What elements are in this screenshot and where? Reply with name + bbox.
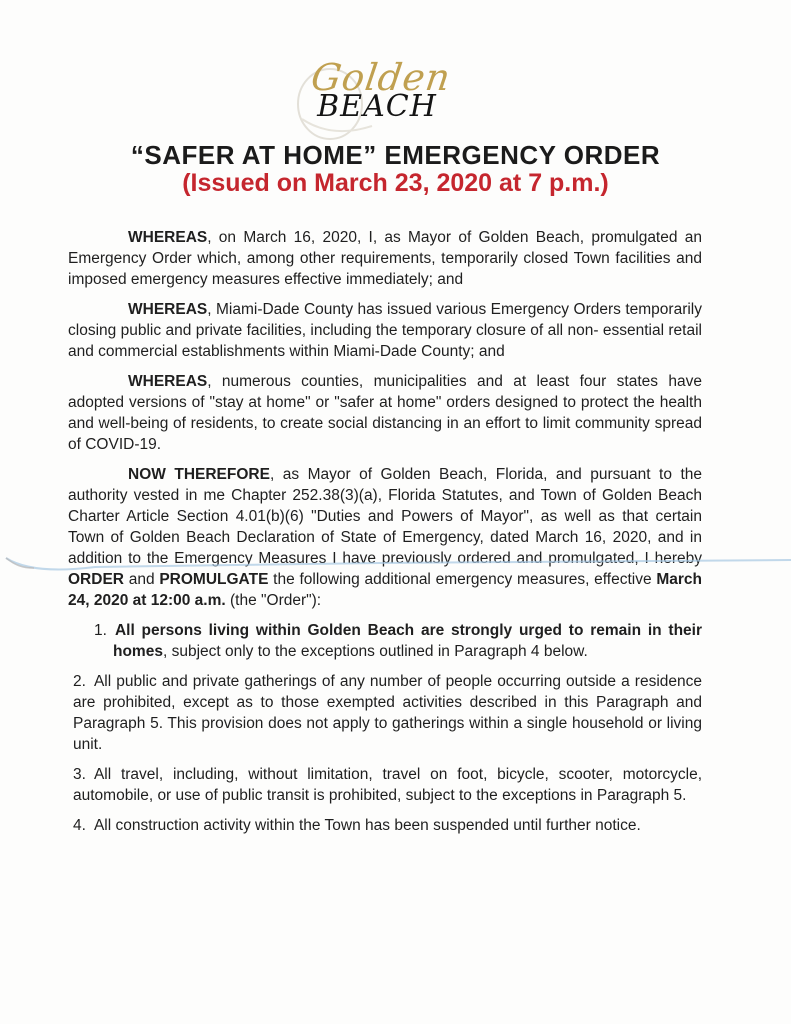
item-text: All travel, including, without limitation, travel on foot, bicycle, scooter, motorcycle, automobile, or use of public transit is prohibited, subject to the exceptions in Paragraph 5. (73, 766, 702, 804)
page-title: “SAFER AT HOME” EMERGENCY ORDER (130, 140, 661, 170)
paragraph-segment: and (123, 571, 160, 588)
paragraph-text: , on March 16, 2020, I, as Mayor of Golden Beach, promulgated an Emergency Order which, among other requirements, temporarily closed Town facilities and imposed emergency measures effective immediately; and (68, 229, 702, 288)
paragraph-text: , Miami-Dade County has issued various Emergency Orders temporarily closing public and private facilities, including the temporary closure of all non- essential retail and commercial establishments within Miami-Dade County; and (68, 301, 702, 360)
whereas-paragraph-1 (68, 227, 702, 290)
whereas-paragraph-2 (68, 299, 702, 362)
logo-word-beach: BEACH (317, 89, 437, 124)
order-item-3 (73, 764, 702, 806)
paragraph-text: , numerous counties, municipalities and at least four states have adopted versions of "stay at home" or "safer at home" orders designed to protect the health and well-being of residents, to create social distancing in an effort to limit community spread of COVID-19. (68, 373, 702, 453)
item-number: 2. (73, 673, 86, 690)
paragraph-segment: (the "Order"): (225, 592, 322, 609)
golden-beach-logo (306, 58, 456, 124)
paragraph-segment: ORDER (68, 571, 124, 588)
item-text: All construction activity within the Town has been suspended until further notice. (93, 817, 641, 834)
whereas-lead: WHEREAS (128, 301, 208, 318)
paragraph-segment: , as Mayor of Golden Beach, Florida, and pursuant to the authority vested in me Chapter 252.38(3)(a), Florida Statutes, and Town of Golden Beach Charter Article Section 4.01(b)(6) "Duties and Powers of Mayor", as well as that certain Town of Golden Beach Declaration of State of Emergency, dated March 16, 2020, and in addition to the Emergency Measures I have previously ordered and promulgated, I hereby (68, 466, 702, 567)
paragraph-segment: March 24, 2020 at 12:00 a.m. (68, 571, 702, 609)
item-text: All public and private gatherings of any number of people occurring outside a residence are prohibited, except as to those exempted activities described in this Paragraph and Paragraph 5. This provision does not apply to gatherings within a single household or living unit. (73, 673, 702, 753)
logo-word-golden: Golden (308, 56, 454, 99)
order-item-2 (73, 671, 702, 755)
order-item-4 (73, 815, 702, 836)
paragraph-segment: PROMULGATE (159, 571, 269, 588)
paragraph-segment: NOW THEREFORE (128, 466, 270, 483)
whereas-lead: WHEREAS (128, 373, 208, 390)
now-therefore-paragraph (68, 464, 702, 611)
document-body (68, 227, 702, 845)
item-text: All persons living within Golden Beach are strongly urged to remain in their homes (113, 622, 702, 660)
item-number: 4. (73, 817, 86, 834)
whereas-lead: WHEREAS (128, 229, 208, 246)
item-number: 1. (94, 622, 107, 639)
paragraph-segment: the following additional emergency measures, effective (268, 571, 657, 588)
item-number: 3. (73, 766, 86, 783)
issued-date-subtitle: (Issued on March 23, 2020 at 7 p.m.) (182, 169, 609, 197)
item-text: , subject only to the exceptions outlined in Paragraph 4 below. (162, 643, 588, 660)
order-item-1 (94, 620, 702, 662)
whereas-paragraph-3 (68, 371, 702, 455)
